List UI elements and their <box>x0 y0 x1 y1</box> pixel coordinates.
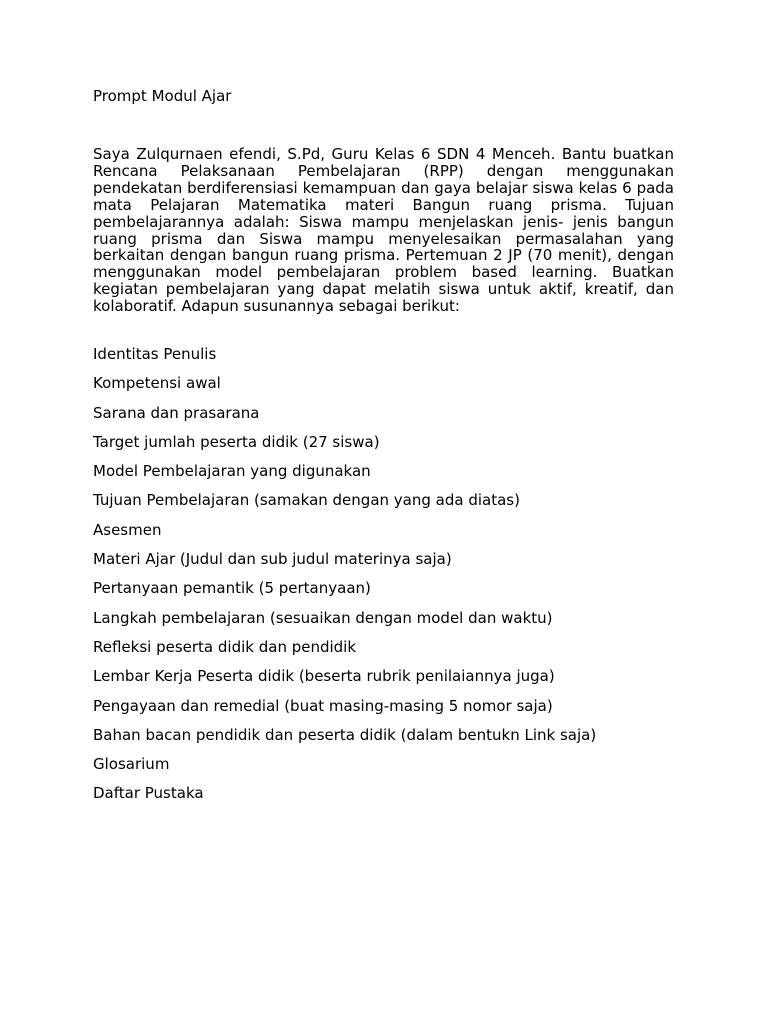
list-item: Lembar Kerja Peserta didik (beserta rubrik penilaiannya juga) <box>93 667 555 686</box>
list-item: Model Pembelajaran yang digunakan <box>93 462 371 481</box>
list-item: Kompetensi awal <box>93 374 221 393</box>
list-item: Identitas Penulis <box>93 345 217 363</box>
outline-list <box>93 345 596 814</box>
list-item: Refleksi peserta didik dan pendidik <box>93 637 357 656</box>
intro-paragraph: Saya Zulqurnaen efendi, S.Pd, Guru Kelas 6 SDN 4 Menceh. Bantu buatkan Rencana Pelaksanaan Pembelajaran (RPP) dengan menggunakan pendekatan berdiferensiasi kemampuan dan gaya belajar siswa kelas 6 pada mata Pelajaran Matematika materi Bangun ruang prisma. Tujuan pembelajarannya adalah: Siswa mampu menjelaskan jenis- jenis bangun ruang prisma dan Siswa mampu menyelesaikan permasalahan yang berkaitan dengan bangun ruang prisma. Pertemuan 2 JP (70 menit), dengan menggunakan model pembelajaran problem based learning. Buatkan kegiatan pembelajaran yang dapat melatih siswa untuk aktif, kreatif, dan kolaboratif. Adapun susunannya sebagai berikut: <box>93 145 674 316</box>
list-item: Langkah pembelajaran (sesuaikan dengan model dan waktu) <box>93 608 553 627</box>
list-item: Bahan bacan pendidik dan peserta didik (dalam bentukn Link saja) <box>93 725 597 744</box>
list-item: Materi Ajar (Judul dan sub judul materinya saja) <box>93 550 452 569</box>
list-item: Pengayaan dan remedial (buat masing-masing 5 nomor saja) <box>93 696 553 715</box>
list-item: Daftar Pustaka <box>93 784 204 803</box>
list-item: Glosarium <box>93 755 170 774</box>
list-item: Tujuan Pembelajaran (samakan dengan yang ada diatas) <box>93 491 520 510</box>
list-item: Target jumlah peserta didik (27 siswa) <box>93 432 380 451</box>
document-title: Prompt Modul Ajar <box>93 87 232 105</box>
list-item: Pertanyaan pemantik (5 pertanyaan) <box>93 579 371 598</box>
list-item: Asesmen <box>93 520 162 539</box>
list-item: Sarana dan prasarana <box>93 403 260 422</box>
